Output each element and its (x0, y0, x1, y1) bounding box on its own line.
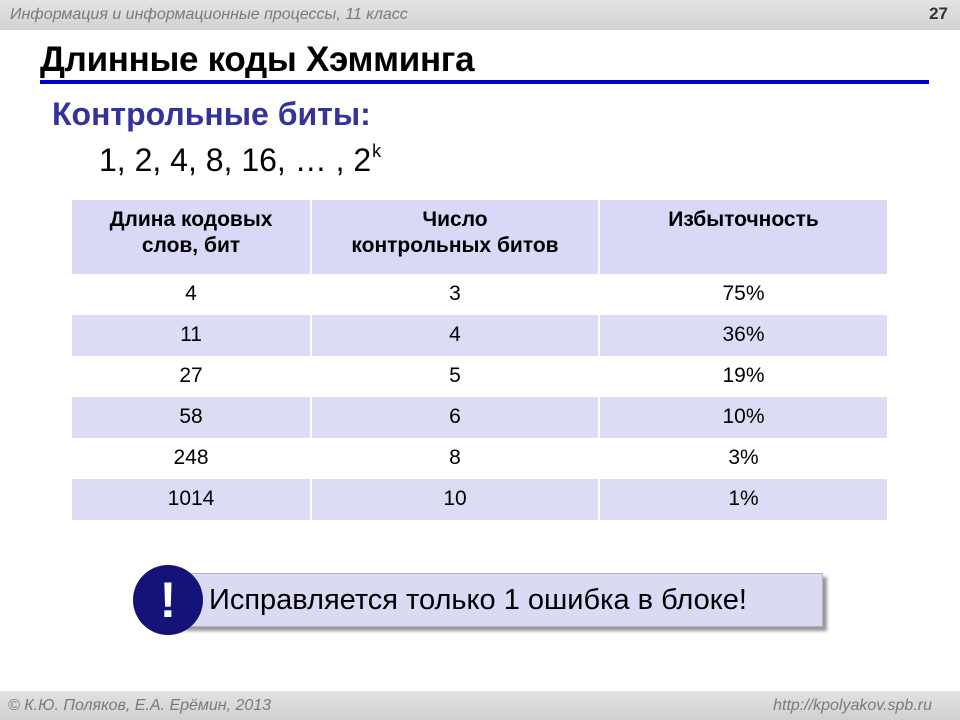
control-bits-sequence (99, 141, 381, 179)
cell-length: 248 (72, 438, 311, 479)
cell-length: 11 (72, 315, 311, 356)
table-row (72, 315, 887, 356)
column-header-line: контрольных битов (351, 234, 559, 257)
table-header-row (72, 200, 887, 274)
exclamation-icon: ! (159, 572, 177, 628)
cell-length: 27 (72, 356, 311, 397)
table-row (72, 356, 887, 397)
cell-control-bits: 4 (311, 315, 599, 356)
footer-bar (0, 691, 960, 720)
slide-title: Длинные коды Хэмминга (40, 40, 475, 79)
footer-url: http://kpolyakov.spb.ru (773, 697, 932, 714)
page-number: 27 (929, 4, 948, 23)
column-header-line: слов, бит (141, 234, 241, 257)
slide-subtitle: Контрольные биты: (52, 96, 371, 132)
column-header-length (72, 200, 311, 274)
cell-control-bits: 10 (311, 479, 599, 520)
cell-redundancy: 36% (599, 315, 887, 356)
cell-control-bits: 8 (311, 438, 599, 479)
cell-control-bits: 6 (311, 397, 599, 438)
table-row (72, 274, 887, 315)
table-row (72, 438, 887, 479)
cell-length: 4 (72, 274, 311, 315)
cell-redundancy: 19% (722, 364, 765, 387)
table-row (72, 479, 887, 520)
title-underline (40, 80, 929, 84)
table-row (72, 397, 887, 438)
column-header-line: Длина кодовых (109, 208, 273, 231)
cell-control-bits: 3 (311, 274, 599, 315)
hamming-table (72, 200, 887, 520)
column-header-line: Избыточность (668, 208, 819, 231)
course-title: Информация и информационные процессы, 11 класс (10, 6, 408, 23)
cell-redundancy: 10% (599, 397, 887, 438)
column-header-control-bits (311, 200, 599, 274)
header-bar (0, 0, 960, 30)
cell-redundancy: 3% (728, 446, 759, 469)
alert-text: Исправляется только 1 ошибка в блоке! (209, 584, 747, 616)
cell-redundancy: 75% (722, 282, 765, 305)
sequence-text: 1, 2, 4, 8, 16, … , 2 (99, 142, 372, 178)
cell-length: 58 (72, 397, 311, 438)
cell-length: 1014 (72, 479, 311, 520)
column-header-redundancy (599, 200, 887, 274)
column-header-line: Число (422, 208, 488, 231)
cell-redundancy: 1% (599, 479, 887, 520)
footer-authors: © К.Ю. Поляков, Е.А. Ерёмин, 2013 (8, 697, 272, 714)
sequence-exponent: k (372, 141, 382, 161)
cell-control-bits: 5 (311, 356, 599, 397)
